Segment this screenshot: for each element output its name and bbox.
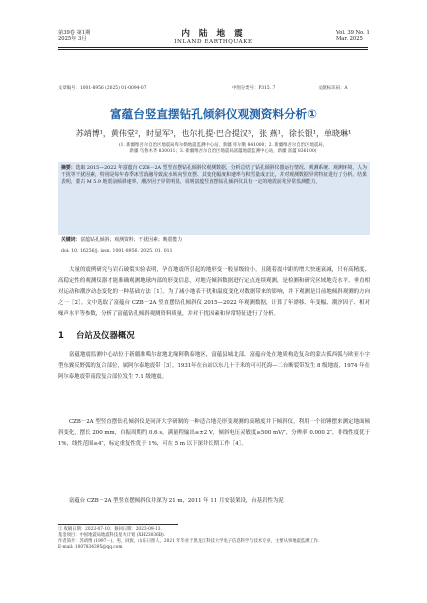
clc-number: 中图分类号：P315. 7 xyxy=(232,86,276,91)
section-paragraph: CZB－2A 型竖直摆钻孔倾斜仪是同济大学研制的一种适合地壳形变观测的高精度井下倾斜仪，利用一个铂锤摆来测定地面倾斜变化，摆长 200 mm，自振周期约 0.6 s，满量程输出≥±2 V，倾斜电压灵敏度≥500 mV/″，分辨率 0.000 2″，非线性度优于 1%，线性范围≥4″，标定重复性优于 1%，可在 5 m 以下深井长期工作［4］。 xyxy=(58,419,370,447)
doi: doi: 10. 16256/j. issn. 1001-8956. 2025. 01. 011 xyxy=(61,249,173,254)
footnote-author-bio: 作者简介：苏靖博 (1997－)，男，回族，山东日照人，2021 年毕业于黑龙江科技大学电子信息科学与技术专业，主要从事地震监测工作. xyxy=(58,539,320,545)
abstract-text: 选取 2015—2022 年富蕴台 CZB－2A 型竖直摆钻孔倾斜仪观测数据，分析总结了钻孔倾斜仪器运行情况、观测系统、观测环境、人为干扰等干扰因素，特别是每年春季冰雪消融导致流水转向竖直摆、其变化幅度和速率与积雪量成正比，并对观测数据异常特征进行了分析。结果表明，蒙古 M 5.9 地震前倾斜速率，潮汐因子异常明显，说明富蕴竖直摆钻孔倾斜仪具有一定的地震前兆异常监测能力。 xyxy=(61,165,367,186)
header-volume-issue: 第39卷 第1期 xyxy=(58,30,91,36)
header-rule-bottom xyxy=(58,49,368,50)
keywords-text: 富蕴钻孔倾斜；观测资料；干扰因素；映震能力 xyxy=(80,237,183,243)
section-paragraph: 富蕴台 CZB－2A 型竖直摆倾斜仪井深为 21 m，2011 年 11 月安装架设，台基岩性为泥 xyxy=(69,498,284,504)
affiliation-line: 新疆 乌鲁木齐 830011；3. 新疆维吾尔自治区地震局富蕴地震监测中心站，新疆 富蕴 836100) xyxy=(129,149,317,154)
abstract-box xyxy=(58,162,370,235)
footnote-funding: 基金项目：中国地震局地震科技星火计划 (XH23036B). xyxy=(58,533,166,539)
journal-title-en: INLAND EARTHQUAKE xyxy=(174,39,253,45)
header-volume-en-block xyxy=(336,30,370,43)
paper-title: 富蕴台竖直摆钻孔倾斜仪观测资料分析① xyxy=(110,107,317,121)
abstract xyxy=(61,165,367,186)
keywords-label: 关键词： xyxy=(61,237,81,243)
keywords xyxy=(61,237,367,244)
footnote-received: ① 收稿日期：2023-07-10；修回日期：2023-09-13. xyxy=(58,527,162,532)
header-rule-top xyxy=(58,47,368,48)
footnote-rule xyxy=(58,524,178,525)
header-date-cn: 2025年 3月 xyxy=(58,36,87,43)
intro-paragraph: 大量的震例研究与岩石破裂实验表明，孕育地震所引起的地形变一般显级较小，且随着震中距的增大快速衰减，只有高精度、高稳定性的观测仪器才能准确观测地球内部的形变信息，对地壳倾斜数据进行定点连续观测，是检测和研究区域地壳水平、垂直相对运动和潮汐动态变化的一种基础方法［1］。为了减小地表干扰和温度变化对数据带来的影响，井下观测是目前地倾斜观测的方向之一［2］。文中选取了富蕴台 CZB－2A 竖直摆钻孔倾斜仪 2015—2022 年观测数据，计算了年漂移、年变幅、潮汐因子、相对噪声水平等参数，分析了富蕴钻孔倾斜观测资料质量，并对干扰因素和异常特征进行了分析。 xyxy=(58,267,370,317)
footnotes xyxy=(58,527,370,551)
header-date-en: Mar. 2025 xyxy=(336,36,363,43)
affiliation-line: (1. 新疆维吾尔自治区地震局库尔勒地震监测中心站，新疆 库尔勒 841000；2. 新疆维吾尔自治区地震局， xyxy=(118,143,328,148)
affiliations xyxy=(118,143,328,155)
document-code: 文献标识码：A xyxy=(318,86,348,91)
article-number: 文章编号：1001-8956 (2025) 01-0094-07 xyxy=(58,86,147,91)
section-paragraph: 富蕴地震监测中心站位于新疆准噶尔盆地北缘阿勒泰地区，富蕴县城北部。富蕴台处在地质构造复杂的蒙古孤西弧与欧亚小字型东翼反野弧的复合部位，属阿尔泰地震带［3］。1931年在台站以东几十千米的可可托海—二台断裂带发生 8 级地震，1974 年在阿尔泰地震带南段复合部位发生 7.1 级地震。 xyxy=(58,352,370,380)
abstract-label: 摘要： xyxy=(61,165,76,171)
journal-title-cn: 内 陆 地 震 xyxy=(181,29,246,39)
section-number: 1 xyxy=(58,330,64,340)
author-list: 苏靖博¹，黄伟堂²，时显军³，也尔扎提·巴合提汉³，张 燕¹，徐长银¹，单晓琳¹ xyxy=(75,129,352,138)
header-volume-en: Vol. 39 No. 1 xyxy=(336,30,370,36)
section-title: 台站及仪器概况 xyxy=(76,330,135,340)
section-heading xyxy=(58,329,135,341)
footnote-email: E-mail: 1007834395@qq.com xyxy=(58,545,123,551)
